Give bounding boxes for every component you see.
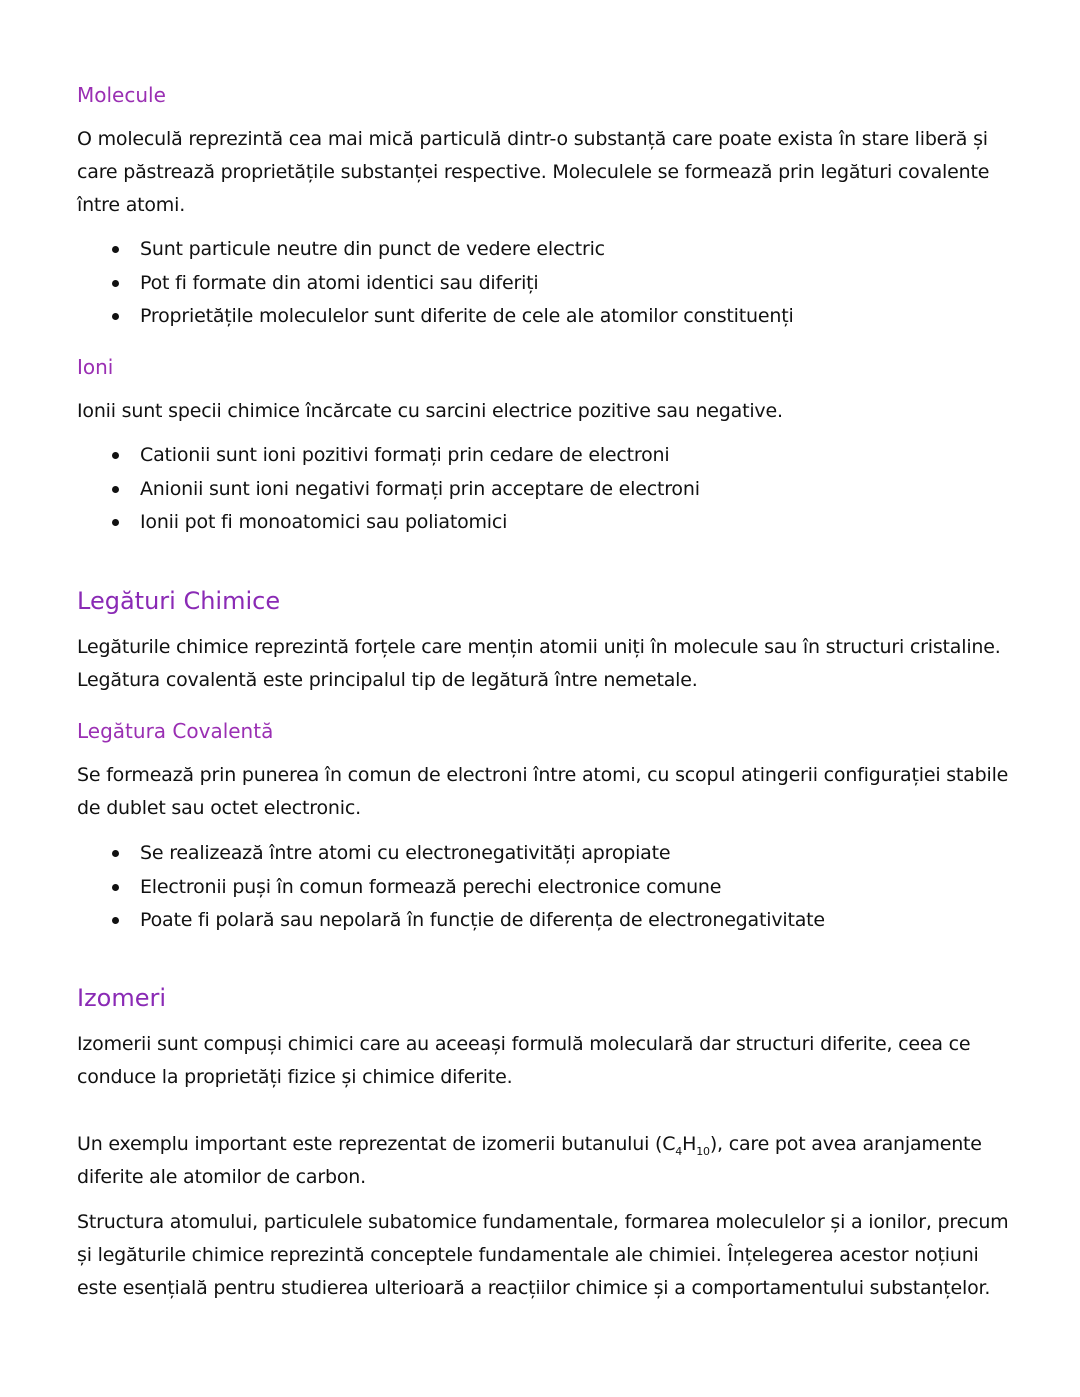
list-item: Proprietățile moleculelor sunt diferite de cele ale atomilor constituenți [77,300,1012,334]
list-item: Sunt particule neutre din punct de vedere electric [77,233,1012,267]
molecule-intro: O moleculă reprezintă cea mai mică particulă dintr-o substanță care poate exista în stare liberă și care păstrează proprietățile substanței respective. Moleculele se formează prin legături covalente între atomi. [77,128,990,216]
carbon-subscript: 4 [675,1144,683,1158]
list-item: Cationii sunt ioni pozitivi formați prin cedare de electroni [77,439,1012,473]
legaturi-intro: Legăturile chimice reprezintă forțele care mențin atomii uniți în molecule sau în structuri cristaline. Legătura covalentă este principalul tip de legătură între nemetale. [77,636,1001,691]
example-text-after: ), care pot avea aranjamente diferite ale atomilor de carbon. [77,1133,982,1188]
list-item: Ionii pot fi monoatomici sau poliatomici [77,506,1012,540]
molecule-heading: Molecule [77,83,166,107]
list-item: Electronii puși în comun formează perechi electronice comune [77,871,1012,905]
hydrogen-subscript: 10 [696,1144,710,1158]
molecule-bullet-list [77,233,1012,334]
izomeri-heading: Izomeri [77,984,167,1012]
list-item: Pot fi formate din atomi identici sau diferiți [77,267,1012,301]
list-item: Anionii sunt ioni negativi formați prin acceptare de electroni [77,473,1012,507]
izomeri-example [77,1128,1012,1194]
covalenta-heading: Legătura Covalentă [77,719,274,743]
legaturi-heading: Legături Chimice [77,587,281,615]
list-item: Se realizează între atomi cu electronegativități apropiate [77,837,1012,871]
example-text-before: Un exemplu important este reprezentat de izomerii butanului (C [77,1133,676,1155]
ioni-intro: Ionii sunt specii chimice încărcate cu sarcini electrice pozitive sau negative. [77,400,783,422]
hydrogen-symbol: H [682,1133,697,1155]
list-item: Poate fi polară sau nepolară în funcție de diferența de electronegativitate [77,904,1012,938]
conclusion-paragraph: Structura atomului, particulele subatomice fundamentale, formarea moleculelor și a ionilor, precum și legăturile chimice reprezintă conceptele fundamentale ale chimiei. Înțelegerea acestor noțiuni este esențială pentru studierea ulterioară a reacțiilor chimice și a comportamentului substanțelor. [77,1211,1009,1299]
covalenta-intro: Se formează prin punerea în comun de electroni între atomi, cu scopul atingerii configurației stabile de dublet sau octet electronic. [77,764,1009,819]
ioni-bullet-list [77,439,1012,540]
ioni-heading: Ioni [77,355,114,379]
izomeri-intro: Izomerii sunt compuși chimici care au aceeași formulă moleculară dar structuri diferite, ceea ce conduce la proprietăți fizice și chimice diferite. [77,1033,971,1088]
covalenta-bullet-list [77,837,1012,938]
